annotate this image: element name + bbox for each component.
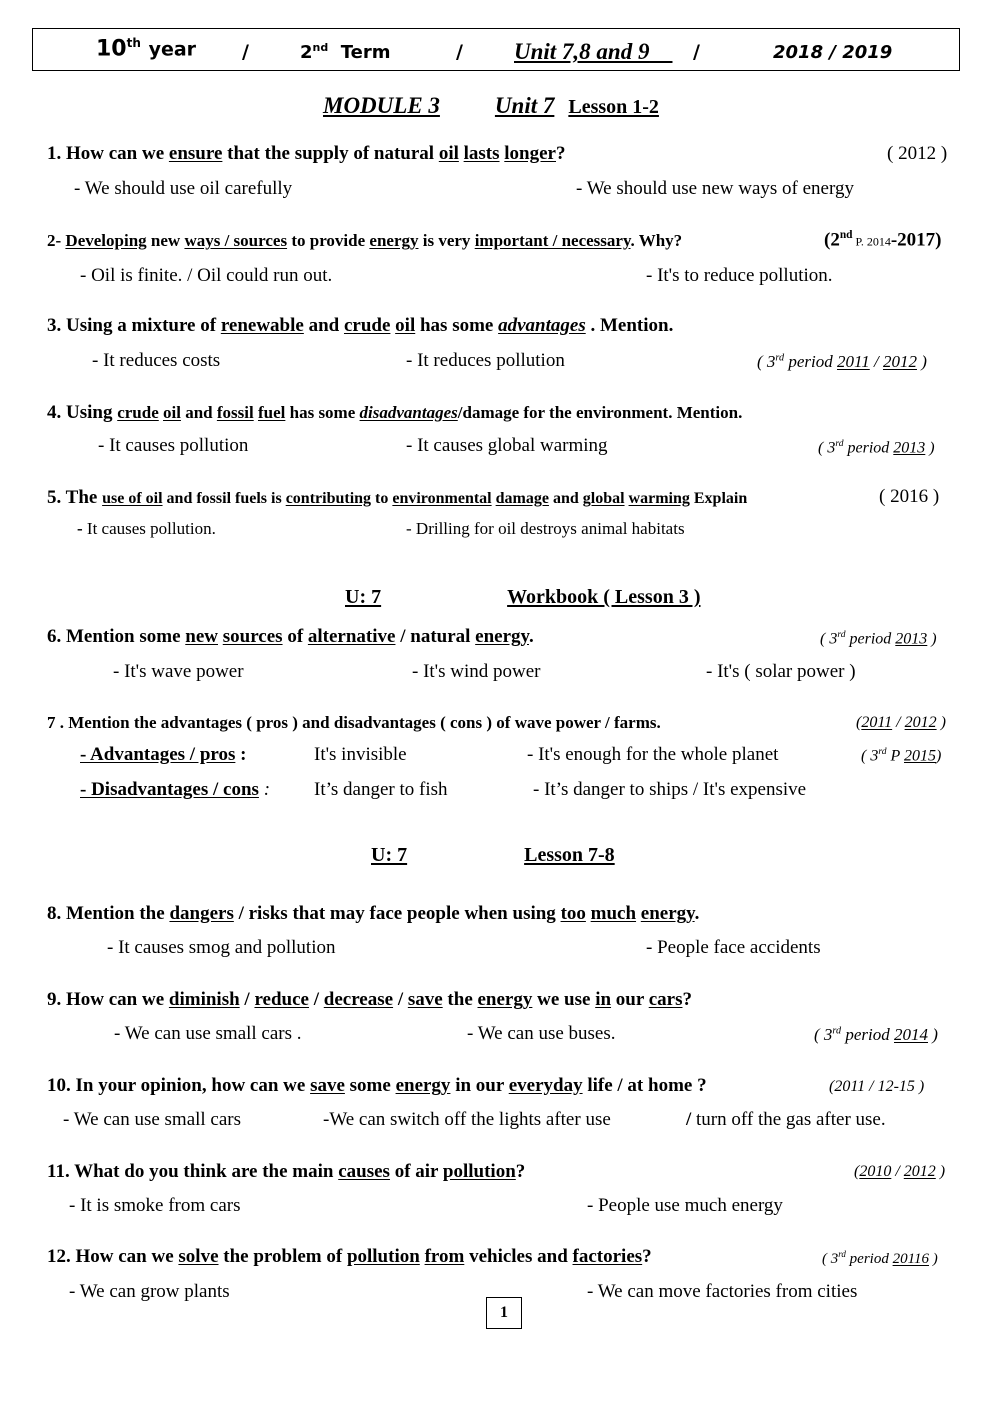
answer-4b: - It causes global warming [406, 435, 608, 456]
header-school-year: 2018 / 2019 [773, 42, 893, 63]
question-9: 9. How can we diminish / reduce / decrease / save the energy we use in our cars? [47, 989, 692, 1010]
lesson-title: Lesson 1-2 [568, 96, 659, 118]
question-1-ref: ( 2012 ) [887, 143, 948, 164]
page-number: 1 [486, 1297, 522, 1329]
answer-8a: - It causes smog and pollution [107, 937, 336, 958]
question-4: 4. Using crude oil and fossil fuel has some disadvantages/damage for the environment. Mention. [47, 402, 743, 423]
question-8: 8. Mention the dangers / risks that may face people when using too much energy. [47, 903, 700, 924]
disadvantage-2: - It’s danger to ships / It's expensive [533, 779, 807, 800]
answer-12b: - We can move factories from cities [587, 1281, 858, 1302]
module-title: MODULE 3 [323, 93, 440, 118]
header-separator: / [693, 41, 700, 63]
advantages-ref: ( 3rd P 2015) [861, 746, 942, 765]
header-units: Unit 7,8 and 9 [514, 39, 650, 64]
header-separator: / [242, 41, 249, 63]
header-separator: / [456, 41, 463, 63]
disadvantages-label: - Disadvantages / cons : [80, 779, 271, 800]
page-title [323, 93, 659, 119]
question-11-ref: (2010 / 2012 ) [854, 1163, 946, 1180]
question-5: 5. The use of oil and fossil fuels is contributing to environmental damage and global warming Explain [47, 487, 748, 508]
answer-10b: -We can switch off the lights after use [323, 1109, 611, 1130]
answer-6c: - It's ( solar power ) [706, 661, 856, 682]
question-6-ref: ( 3rd period 2013 ) [820, 629, 937, 648]
question-12: 12. How can we solve the problem of pollution from vehicles and factories? [47, 1246, 652, 1267]
question-4-ref: ( 3rd period 2013 ) [818, 438, 935, 457]
question-2: 2- Developing new ways / sources to provide energy is very important / necessary. Why? [47, 231, 683, 250]
answer-4a: - It causes pollution [98, 435, 249, 456]
disadvantage-1: It’s danger to fish [314, 779, 448, 800]
answer-2b: - It's to reduce pollution. [646, 265, 833, 286]
answer-2a: - Oil is finite. / Oil could run out. [80, 265, 333, 286]
question-9-ref: ( 3rd period 2014 ) [814, 1025, 938, 1044]
question-10: 10. In your opinion, how can we save some energy in our everyday life / at home ? [47, 1075, 707, 1096]
answer-11b: - People use much energy [587, 1195, 783, 1216]
question-7-ref: (2011 / 2012 ) [856, 714, 946, 731]
question-2-ref: (2nd P. 2014-2017) [824, 229, 942, 251]
advantages-label: - Advantages / pros : [80, 744, 247, 765]
answer-5a: - It causes pollution. [77, 519, 216, 538]
answer-3a: - It reduces costs [92, 350, 221, 371]
answer-11a: - It is smoke from cars [69, 1195, 241, 1216]
section-heading-workbook: U: 7 Workbook ( Lesson 3 ) [345, 586, 701, 608]
answer-12a: - We can grow plants [69, 1281, 230, 1302]
header-year: 10th year [96, 36, 197, 62]
answer-6b: - It's wind power [412, 661, 541, 682]
answer-9a: - We can use small cars . [114, 1023, 302, 1044]
advantage-1: It's invisible [314, 744, 407, 765]
question-10-ref: (2011 / 12-15 ) [829, 1078, 925, 1095]
answer-3b: - It reduces pollution [406, 350, 565, 371]
question-1: 1. How can we ensure that the supply of natural oil lasts longer? [47, 143, 566, 164]
answer-8b: - People face accidents [646, 937, 821, 958]
answer-1a: - We should use oil carefully [74, 178, 293, 199]
answer-5b: - Drilling for oil destroys animal habitats [406, 519, 685, 538]
answer-6a: - It's wave power [113, 661, 244, 682]
question-3-ref: ( 3rd period 2011 / 2012 ) [757, 352, 927, 371]
answer-9b: - We can use buses. [467, 1023, 616, 1044]
question-6: 6. Mention some new sources of alternative / natural energy. [47, 626, 534, 647]
unit-title: Unit 7 [494, 93, 555, 118]
question-5-ref: ( 2016 ) [879, 486, 940, 507]
question-12-ref: ( 3rd period 20116 ) [822, 1249, 938, 1267]
question-3: 3. Using a mixture of renewable and crude oil has some advantages . Mention. [47, 315, 674, 336]
section-heading-lesson-7-8: U: 7 Lesson 7-8 [371, 844, 615, 866]
answer-10a: - We can use small cars [63, 1109, 242, 1130]
advantage-2: - It's enough for the whole planet [527, 744, 779, 765]
answer-10c: / turn off the gas after use. [686, 1109, 886, 1130]
answer-1b: - We should use new ways of energy [576, 178, 854, 199]
question-7: 7 . Mention the advantages ( pros ) and disadvantages ( cons ) of wave power / farms. [47, 713, 661, 732]
question-11: 11. What do you think are the main causes of air pollution? [47, 1161, 526, 1182]
header-term: 2nd Term [300, 41, 391, 63]
